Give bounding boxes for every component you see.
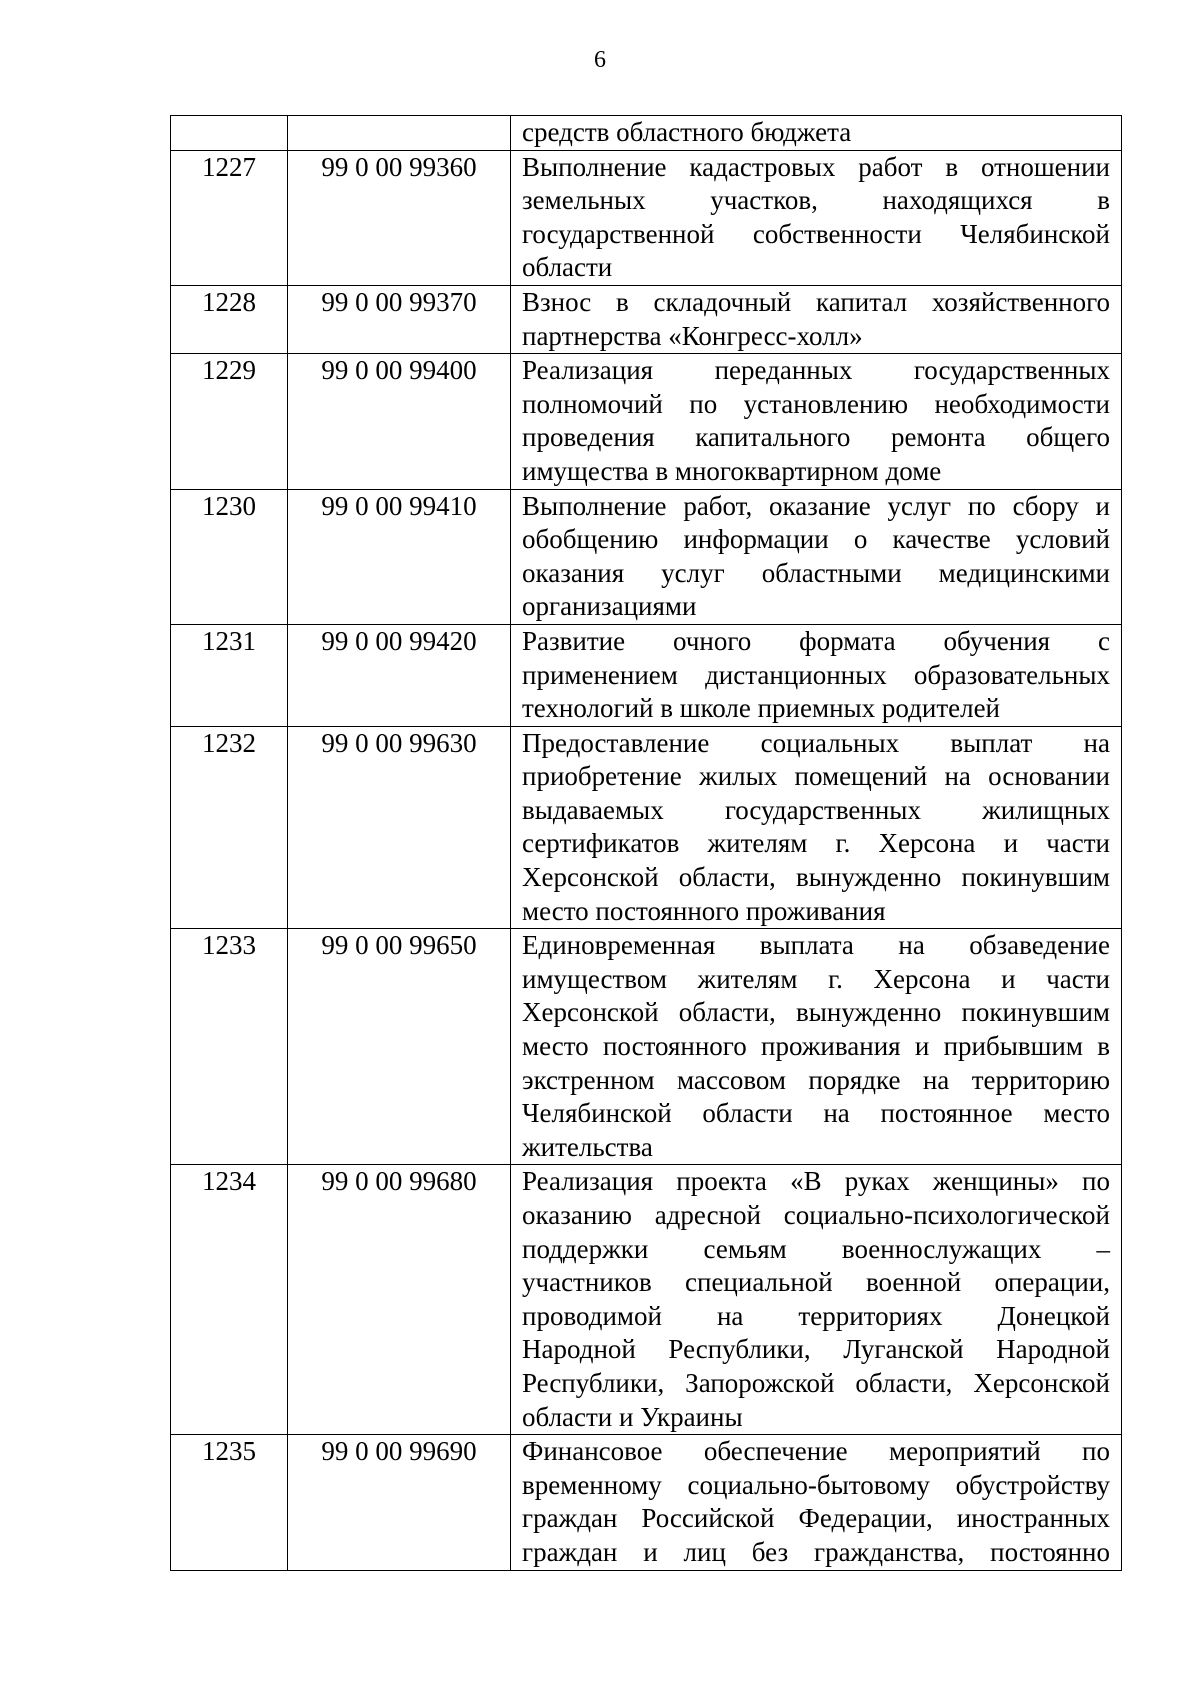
table-row (171, 624, 1122, 726)
description-line: полномочий по установлению необходимости (522, 388, 1110, 419)
description-cell (511, 726, 1122, 929)
table-row (171, 1165, 1122, 1435)
target-code-cell: 99 0 00 99680 (288, 1165, 511, 1435)
target-code-cell: 99 0 00 99420 (288, 624, 511, 726)
description-line: жительства (522, 1131, 653, 1162)
description-cell (511, 929, 1122, 1165)
description-line: партнерства «Конгресс-холл» (522, 320, 863, 351)
target-code-cell: 99 0 00 99400 (288, 354, 511, 489)
table-row (171, 285, 1122, 353)
table-row (171, 116, 1122, 151)
description-line: Херсонской области, вынужденно покинувшим (522, 862, 1110, 893)
description-cell (511, 1435, 1122, 1570)
description-line: Республики, Запорожской области, Херсонской (522, 1367, 1110, 1398)
description-line: средств областного бюджета (522, 117, 852, 147)
description-cell (511, 489, 1122, 624)
description-line: сертификатов жителям г. Херсона и части (522, 828, 1110, 859)
description-line: место постоянного проживания и прибывшим в (522, 1031, 1110, 1062)
description-line: место постоянного проживания (522, 895, 886, 926)
description-line: экстренном массовом порядке на территорию (522, 1064, 1110, 1095)
description-cell (511, 150, 1122, 285)
description-line: области и Украины (522, 1401, 743, 1432)
table-row (171, 929, 1122, 1165)
description-line: организациями (522, 591, 697, 622)
target-code-cell: 99 0 00 99630 (288, 726, 511, 929)
row-number-cell: 1233 (171, 929, 288, 1165)
description-line: государственной собственности Челябинской (522, 218, 1110, 249)
description-line: Херсонской области, вынужденно покинувшим (522, 997, 1110, 1028)
description-line: Реализация проекта «В руках женщины» по (522, 1166, 1110, 1197)
description-line: оказанию адресной социально-психологической (522, 1200, 1110, 1230)
description-line: имуществом жителям г. Херсона и части (522, 963, 1110, 994)
description-line: Челябинской области на постоянное место (522, 1098, 1110, 1129)
description-line: приобретение жилых помещений на основании (522, 761, 1110, 792)
description-line: граждан Российской Федерации, иностранных (522, 1503, 1110, 1534)
description-line: Развитие очного формата обучения с (522, 625, 1110, 656)
target-code-cell: 99 0 00 99650 (288, 929, 511, 1165)
target-code-cell (288, 116, 511, 151)
description-line: временному социально-бытовому обустройству (522, 1469, 1110, 1500)
row-number-cell: 1235 (171, 1435, 288, 1570)
row-number-cell: 1229 (171, 354, 288, 489)
description-cell (511, 116, 1122, 151)
description-cell (511, 1165, 1122, 1435)
table-row (171, 150, 1122, 285)
row-number-cell: 1228 (171, 285, 288, 353)
description-line: технологий в школе приемных родителей (522, 693, 1001, 724)
target-code-cell: 99 0 00 99690 (288, 1435, 511, 1570)
description-line: Выполнение работ, оказание услуг по сбору и (522, 490, 1110, 521)
row-number-cell: 1232 (171, 726, 288, 929)
description-line: Народной Республики, Луганской Народной (522, 1334, 1110, 1365)
row-number-cell: 1227 (171, 150, 288, 285)
table-row (171, 1435, 1122, 1570)
description-line: Выполнение кадастровых работ в отношении (522, 151, 1110, 182)
description-line: Взнос в складочный капитал хозяйственного (522, 286, 1110, 317)
description-line: обобщению информации о качестве условий (522, 524, 1110, 555)
description-cell (511, 354, 1122, 489)
table-row (171, 354, 1122, 489)
target-code-cell: 99 0 00 99410 (288, 489, 511, 624)
description-line: граждан и лиц без гражданства, постоянно (522, 1536, 1110, 1567)
description-line: поддержки семьям военнослужащих – (522, 1233, 1110, 1264)
description-line: земельных участков, находящихся в (522, 185, 1110, 216)
description-line: оказания услуг областными медицинскими (522, 557, 1110, 588)
description-line: Предоставление социальных выплат на (522, 727, 1110, 758)
description-line: области (522, 252, 613, 283)
table-body (171, 116, 1122, 1571)
row-number-cell: 1234 (171, 1165, 288, 1435)
description-line: выдаваемых государственных жилищных (522, 794, 1110, 825)
table-row (171, 726, 1122, 929)
description-cell (511, 285, 1122, 353)
row-number-cell (171, 116, 288, 151)
budget-classification-table (170, 115, 1122, 1571)
description-line: проведения капитального ремонта общего (522, 422, 1110, 453)
description-line: имущества в многоквартирном доме (522, 455, 942, 486)
description-cell (511, 624, 1122, 726)
description-line: проводимой на территориях Донецкой (522, 1300, 1110, 1331)
description-line: Реализация переданных государственных (522, 355, 1110, 386)
description-line: применением дистанционных образовательных (522, 659, 1110, 690)
description-line: участников специальной военной операции, (522, 1267, 1110, 1298)
row-number-cell: 1231 (171, 624, 288, 726)
page-number: 6 (594, 47, 606, 73)
row-number-cell: 1230 (171, 489, 288, 624)
description-line: Финансовое обеспечение мероприятий по (522, 1436, 1110, 1467)
target-code-cell: 99 0 00 99360 (288, 150, 511, 285)
description-line: Единовременная выплата на обзаведение (522, 930, 1110, 961)
target-code-cell: 99 0 00 99370 (288, 285, 511, 353)
table-row (171, 489, 1122, 624)
